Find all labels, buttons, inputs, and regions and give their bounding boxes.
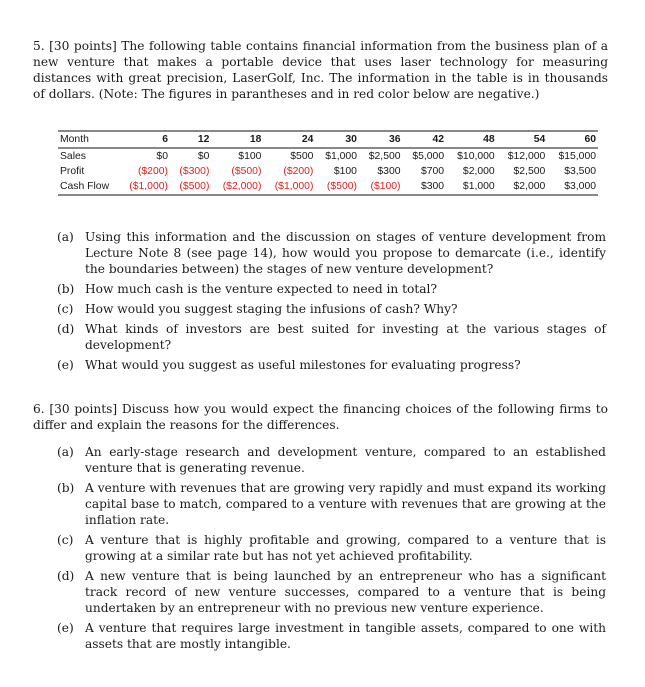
table-cell: ($1,000): [129, 181, 168, 192]
part-text: A venture that is highly profitable and growing, compared to a venture that is growing at a similar rate but has not yet achieved profitability.: [85, 533, 606, 563]
table-row-profit: [58, 164, 598, 179]
table-cell: ($500): [326, 181, 357, 192]
month-header: 60: [584, 134, 596, 145]
table-header-row: [58, 131, 598, 148]
table-cell: $1,000: [325, 151, 357, 162]
question-6-number: 6.: [33, 402, 45, 416]
part-marker: (b): [57, 481, 75, 495]
table-cell: $2,000: [462, 166, 495, 177]
table-cell: $3,500: [564, 166, 596, 177]
table-cell: $2,500: [513, 166, 546, 177]
part-text: What would you suggest as useful milestones for evaluating progress?: [85, 358, 521, 372]
month-header: 48: [483, 134, 495, 145]
part-marker: (c): [57, 302, 74, 316]
table-row-cash-flow: [58, 179, 598, 195]
question-6-part-a: [57, 444, 606, 476]
month-header: 36: [388, 134, 401, 145]
table-cell: ($2,000): [222, 181, 262, 192]
table-row-sales: [58, 148, 598, 164]
table-cell: $12,000: [507, 151, 546, 162]
row-label: Profit: [60, 166, 85, 177]
question-5-part-d: [57, 321, 606, 353]
table-cell: ($500): [231, 166, 262, 177]
month-header: 30: [345, 134, 357, 145]
month-header: 12: [197, 134, 210, 145]
question-6-part-e: [57, 620, 606, 652]
table-cell: $300: [420, 181, 445, 192]
table-cell: $3,000: [564, 181, 596, 192]
question-6-intro: [33, 401, 608, 433]
row-label: Cash Flow: [60, 181, 110, 192]
month-header: 6: [162, 134, 168, 145]
question-6-part-c: [57, 532, 606, 564]
table-cell: $10,000: [457, 151, 495, 162]
table-cell: ($200): [137, 166, 168, 177]
table-cell: $5,000: [412, 151, 445, 162]
part-marker: (a): [57, 445, 74, 459]
part-marker: (e): [57, 621, 74, 635]
part-marker: (e): [57, 358, 74, 372]
table-cell: $300: [377, 166, 401, 177]
part-text: A venture that requires large investment in tangible assets, compared to one with assets that are mostly intangible.: [85, 621, 606, 651]
part-text: A new venture that is being launched by an entrepreneur who has a significant track record of new venture successes, compared to a venture that is being undertaken by an entrepreneur with no previous new venture experience.: [85, 569, 606, 615]
question-6-text: [30 points] Discuss how you would expect the financing choices of the following firms to differ and explain the reasons for the differences.: [33, 402, 608, 432]
financial-table: [58, 130, 598, 196]
part-marker: (a): [57, 230, 74, 244]
question-5-intro: [33, 38, 608, 102]
table-cell: $2,000: [513, 181, 546, 192]
part-text: An early-stage research and development venture, compared to an established venture that is generating revenue.: [85, 445, 606, 475]
table-cell: $500: [290, 151, 314, 162]
part-text: Using this information and the discussion on stages of venture development from Lecture Note 8 (see page 14), how would you propose to demarcate (i.e., identify the boundaries between) the stages of new venture development?: [85, 230, 606, 276]
table-cell: $2,500: [368, 151, 401, 162]
table-cell: ($200): [283, 166, 314, 177]
table-cell: $0: [156, 151, 168, 162]
question-5-part-b: [57, 281, 606, 297]
part-marker: (c): [57, 533, 74, 547]
table-cell: $100: [238, 151, 262, 162]
question-5-parts: [57, 229, 606, 377]
table-cell: $0: [197, 151, 210, 162]
part-text: How would you suggest staging the infusions of cash? Why?: [85, 302, 458, 316]
question-5-part-c: [57, 301, 606, 317]
header-label: Month: [60, 134, 89, 145]
table-cell: $100: [333, 166, 357, 177]
part-text: A venture with revenues that are growing very rapidly and must expand its working capital base to match, compared to a venture with revenues that are growing at the inflation rate.: [85, 481, 606, 527]
row-label: Sales: [60, 151, 86, 162]
question-5-text: [30 points] The following table contains financial information from the business plan of a new venture that makes a portable device that uses laser technology for measuring distances with great precision, LaserGolf, Inc. The information in the table is in thousands of dollars. (Note: The figures in parantheses and in red color below are negative.): [33, 39, 608, 101]
month-header: 24: [301, 134, 314, 145]
table-cell: ($1,000): [274, 181, 314, 192]
part-marker: (d): [57, 569, 75, 583]
month-header: 18: [249, 134, 262, 145]
table-cell: ($100): [370, 181, 401, 192]
question-6-part-d: [57, 568, 606, 616]
table-cell: $15,000: [558, 151, 596, 162]
question-5-part-a: [57, 229, 606, 277]
month-header: 42: [432, 134, 445, 145]
table-cell: $1,000: [462, 181, 495, 192]
question-6-parts: [57, 444, 606, 656]
table-cell: ($300): [179, 166, 210, 177]
table-cell: $700: [420, 166, 445, 177]
part-text: How much cash is the venture expected to need in total?: [85, 282, 437, 296]
table-cell: ($500): [179, 181, 210, 192]
question-6-part-b: [57, 480, 606, 528]
part-text: What kinds of investors are best suited for investing at the various stages of development?: [85, 322, 606, 352]
question-5-part-e: [57, 357, 606, 373]
month-header: 54: [533, 134, 546, 145]
question-5-number: 5.: [33, 39, 45, 53]
part-marker: (b): [57, 282, 75, 296]
part-marker: (d): [57, 322, 75, 336]
